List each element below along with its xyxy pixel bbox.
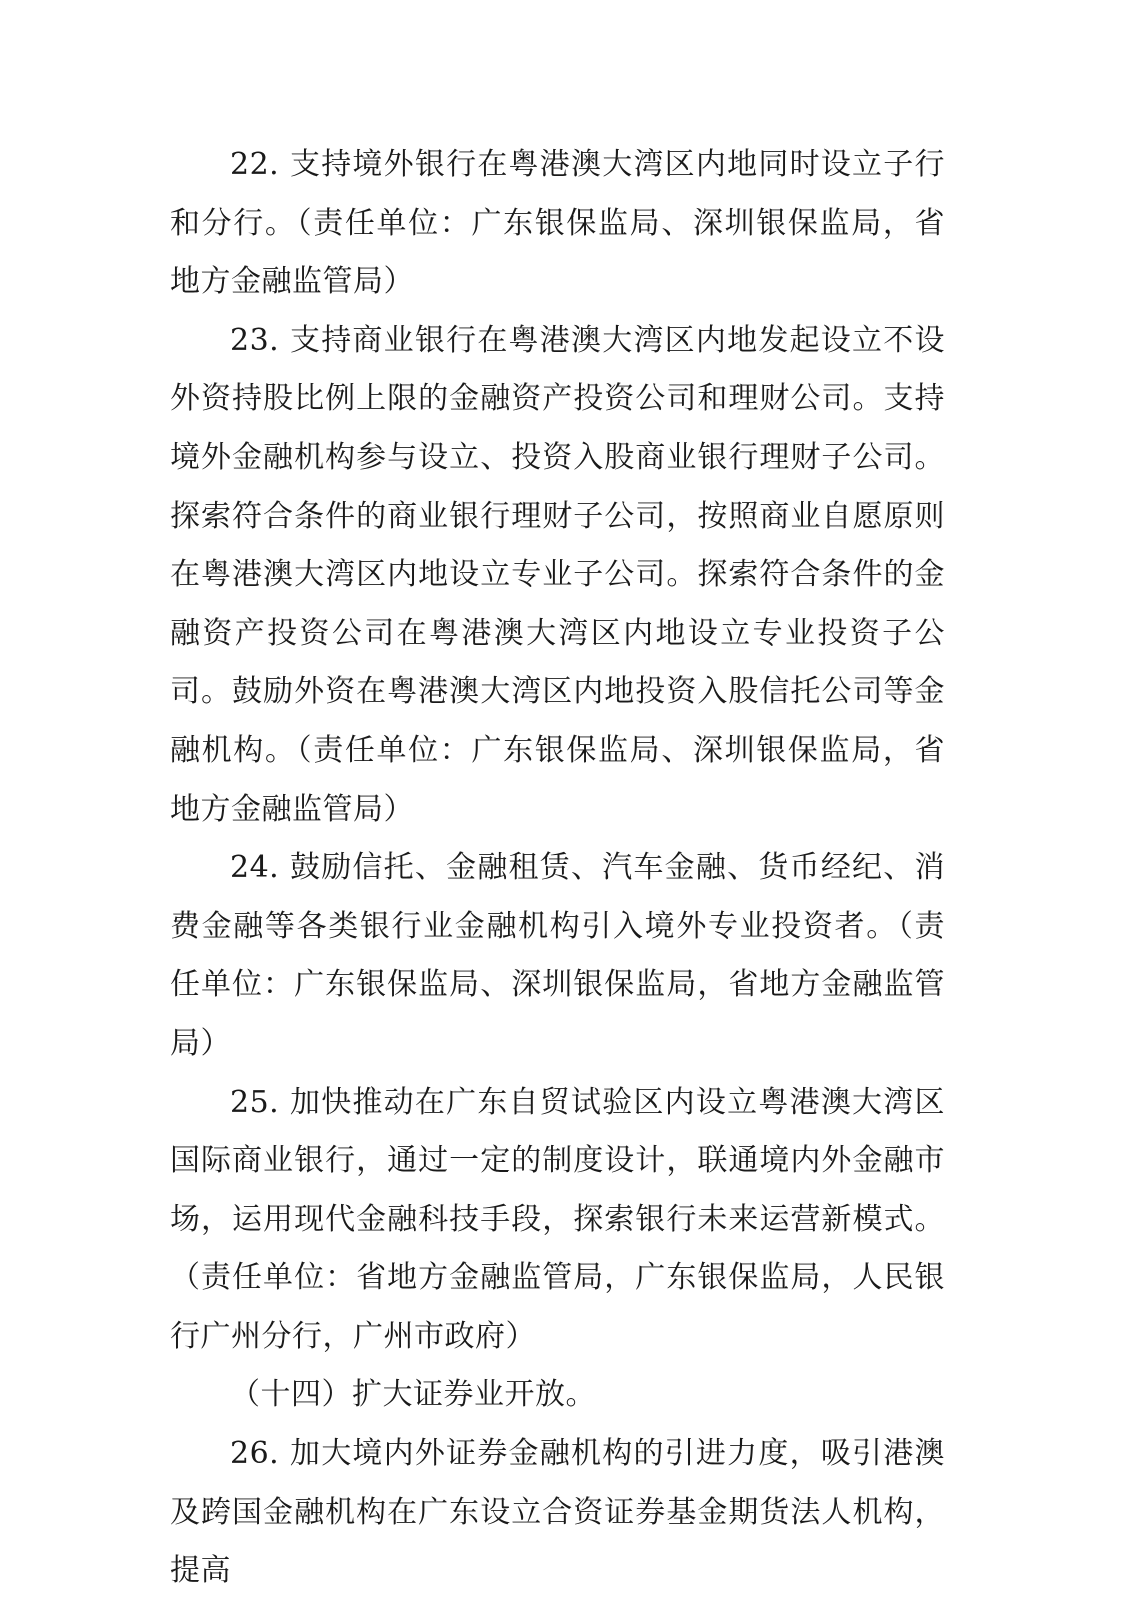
paragraph-item-24: 24. 鼓励信托、金融租赁、汽车金融、货币经纪、消费金融等各类银行业金融机构引入境外专业投资者。（责任单位：广东银保监局、深圳银保监局，省地方金融监管局） bbox=[170, 850, 945, 1061]
paragraph-item-26: 26. 加大境内外证券金融机构的引进力度，吸引港澳及跨国金融机构在广东设立合资证券基金期货法人机构，提高 bbox=[170, 1436, 945, 1589]
document-page bbox=[170, 136, 945, 1601]
section-heading-14: （十四）扩大证券业开放。 bbox=[230, 1377, 596, 1413]
paragraph-item-23: 23. 支持商业银行在粤港澳大湾区内地发起设立不设外资持股比例上限的金融资产投资公司和理财公司。支持境外金融机构参与设立、投资入股商业银行理财子公司。探索符合条件的商业银行理财子公司，按照商业自愿原则在粤港澳大湾区内地设立专业子公司。探索符合条件的金融资产投资公司在粤港澳大湾区内地设立专业投资子公司。鼓励外资在粤港澳大湾区内地投资入股信托公司等金融机构。（责任单位：广东银保监局、深圳银保监局，省地方金融监管局） bbox=[170, 322, 945, 827]
paragraph-item-22: 22. 支持境外银行在粤港澳大湾区内地同时设立子行和分行。（责任单位：广东银保监局、深圳银保监局，省地方金融监管局） bbox=[170, 147, 945, 300]
paragraph-item-25: 25. 加快推动在广东自贸试验区内设立粤港澳大湾区国际商业银行，通过一定的制度设计，联通境内外金融市场，运用现代金融科技手段，探索银行未来运营新模式。（责任单位：省地方金融监管局，广东银保监局，人民银行广州分行，广州市政府） bbox=[170, 1084, 945, 1354]
